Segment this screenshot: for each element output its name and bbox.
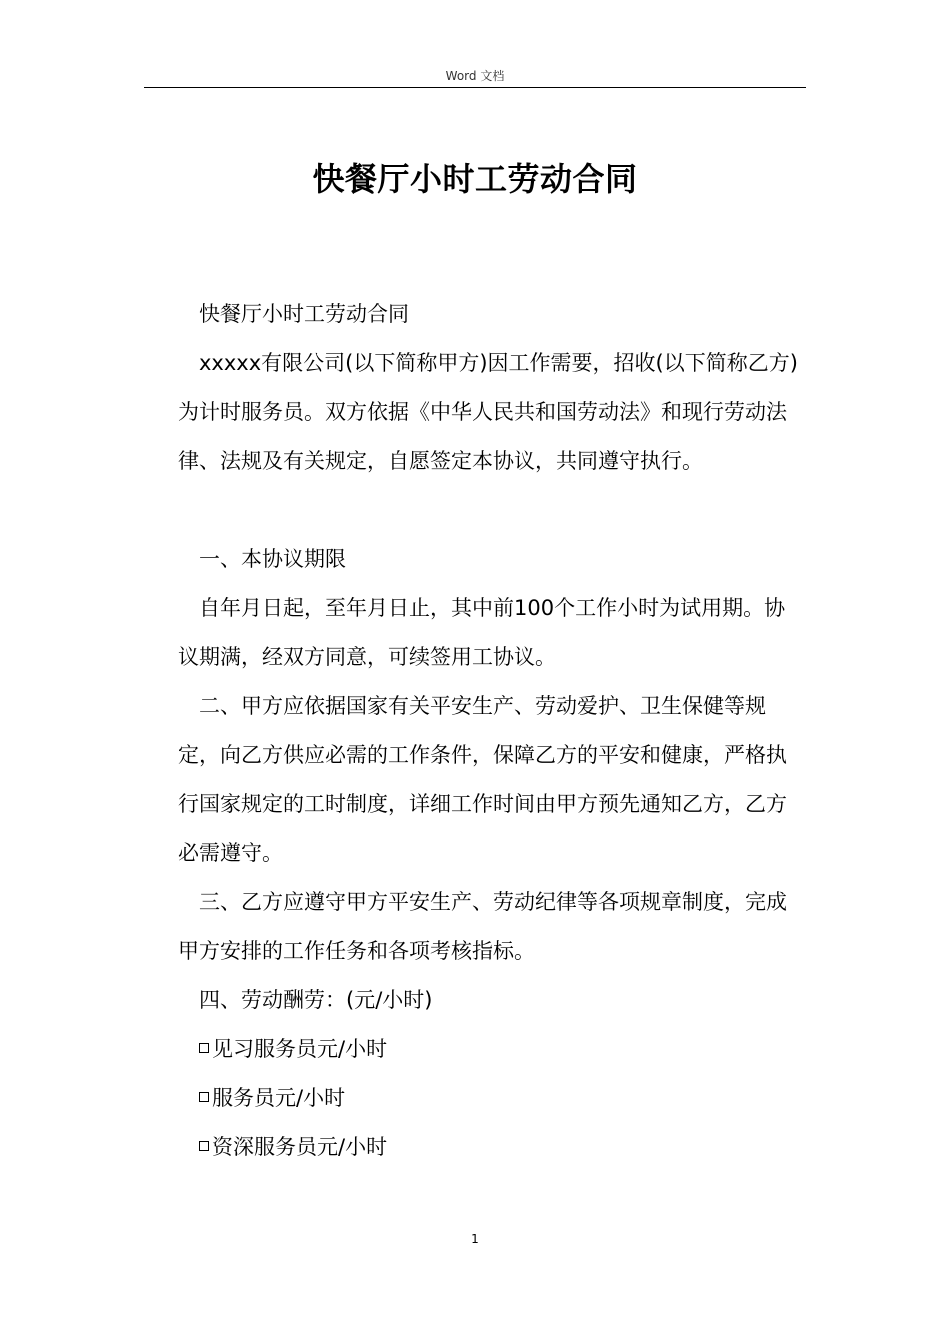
paragraph-spacer [178,486,804,535]
clause-two-paragraph: 二、甲方应依据国家有关平安生产、劳动爱护、卫生保健等规定，向乙方供应必需的工作条件，保障乙方的平安和健康，严格执行国家规定的工时制度，详细工作时间由甲方预先通知乙方，乙方必需遵守。 [178,694,787,865]
option-label: 见习服务员元/小时 [212,1037,388,1061]
option-label: 服务员元/小时 [212,1086,346,1110]
option-item [178,1123,804,1172]
option-item [178,1074,804,1123]
section-heading-term: 一、本协议期限 [199,547,346,571]
document-body [178,290,804,1172]
option-label: 资深服务员元/小时 [212,1135,388,1159]
checkbox-icon [199,1043,209,1053]
term-paragraph: 自年月日起，至年月日止，其中前100个工作小时为试用期。协议期满，经双方同意，可续签用工协议。 [178,596,786,669]
intro-paragraph: xxxxx有限公司(以下简称甲方)因工作需要，招收(以下简称乙方)为计时服务员。双方依据《中华人民共和国劳动法》和现行劳动法律、法规及有关规定，自愿签定本协议，共同遵守执行。 [178,351,798,473]
header-rule [144,87,806,88]
checkbox-icon [199,1141,209,1151]
clause-four-heading: 四、劳动酬劳：(元/小时) [199,988,433,1012]
subtitle-paragraph: 快餐厅小时工劳动合同 [199,302,409,326]
checkbox-icon [199,1092,209,1102]
page-number: 1 [471,1232,479,1246]
clause-three-paragraph: 三、乙方应遵守甲方平安生产、劳动纪律等各项规章制度，完成甲方安排的工作任务和各项考核指标。 [178,890,787,963]
header-text: Word 文档 [445,69,505,83]
option-item [178,1025,804,1074]
document-title: 快餐厅小时工劳动合同 [312,160,638,198]
